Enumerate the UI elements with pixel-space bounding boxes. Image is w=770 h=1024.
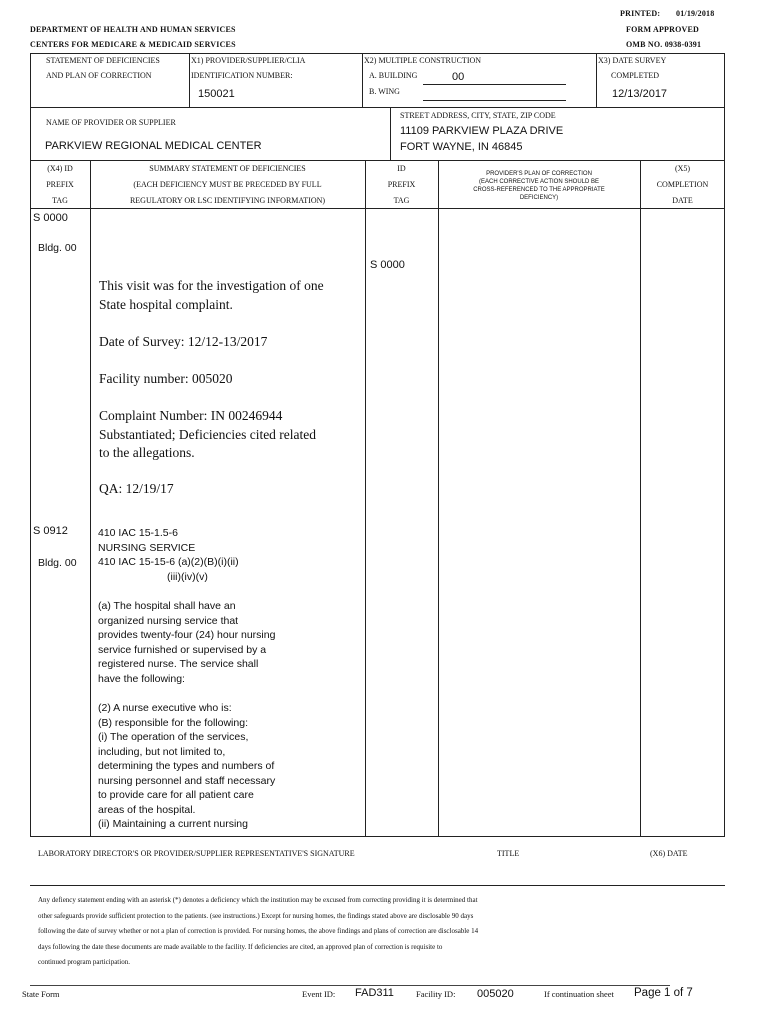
box2-divider [390,108,391,160]
plan-header-3: CROSS-REFERENCED TO THE APPROPRIATE [473,187,605,193]
x4-header-1: (X4) ID [47,164,73,173]
address-line-2: FORT WAYNE, IN 46845 [400,141,523,153]
plan-header-2: (EACH CORRECTIVE ACTION SHOULD BE [478,179,600,185]
box2-right-border [724,108,725,160]
executive-text-line: (B) responsible for the following: [98,716,248,729]
statement-label-1: STATEMENT OF DEFICIENCIES [46,56,160,65]
bldg-label-1: Bldg. 00 [38,242,77,254]
executive-text-line: including, but not limited to, [98,745,226,758]
continuation-label: If continuation sheet [544,989,614,999]
wing-label: B. WING [369,87,400,96]
nursing-text-line: have the following: [98,672,185,685]
plan-header-1: PROVIDER'S PLAN OF CORRECTION [486,171,592,177]
col-line-tag [90,160,91,837]
column-header-bottom-border [30,208,725,209]
nursing-text-line: registered nurse. The service shall [98,658,259,670]
x5-header-3: DATE [672,196,693,205]
nursing-text-line: provides twenty-four (24) hour nursing [98,629,276,641]
executive-text-line: nursing personnel and staff necessary [98,774,276,787]
col-line-right [724,160,725,837]
form-approved: FORM APPROVED [626,25,700,34]
box2-left-border [30,108,31,160]
tag-s0912: S 0912 [33,525,68,537]
col-line-left [30,160,31,837]
box1-bottom-border [30,107,725,108]
col-line-summary [365,160,366,837]
page-number: Page 1 of 7 [634,987,693,999]
disclaimer-line: days following the date these documents are made available to the facility. If deficiencies are cited, an approved plan of correction is requisite to [38,943,443,951]
visit-text-2: State hospital complaint. [99,297,233,312]
address-line-1: 11109 PARKVIEW PLAZA DRIVE [400,125,564,137]
executive-text-line: (i) The operation of the services, [98,731,249,743]
signature-label: LABORATORY DIRECTOR'S OR PROVIDER/SUPPLIER REPRESENTATIVE'S SIGNATURE [38,849,355,858]
survey-date-value: 12/13/2017 [612,88,668,100]
tag-s0000-right: S 0000 [370,259,405,271]
allegations-text: to the allegations. [99,445,195,460]
x1-label-1: X1) PROVIDER/SUPPLIER/CLIA [191,56,306,65]
building-label: A. BUILDING [369,71,418,80]
nursing-text-line: service furnished or supervised by a [98,643,267,656]
building-underline [423,84,566,85]
x5-header-2: COMPLETION [656,180,709,189]
centers-title: CENTERS FOR MEDICARE & MEDICAID SERVICES [30,40,236,49]
department-title: DEPARTMENT OF HEALTH AND HUMAN SERVICES [30,25,236,34]
facility-id-value: 005020 [477,988,514,1000]
regulation-line-1: 410 IAC 15-1.5-6 [98,527,178,539]
x4-header-2: PREFIX [46,180,74,189]
box1-divider-3 [596,53,597,108]
x2-label: X2) MULTIPLE CONSTRUCTION [364,56,482,65]
box1-right-border [724,53,725,108]
printed-date: 01/19/2018 [676,9,715,18]
provider-id-value: 150021 [198,88,235,100]
col-line-plan [640,160,641,837]
survey-date-text: Date of Survey: 12/12-13/2017 [99,334,268,349]
x5-header-1: (X5) [674,164,691,173]
printed-label: PRINTED: [620,9,661,18]
provider-name-value: PARKVIEW REGIONAL MEDICAL CENTER [45,140,262,152]
x6-date-label: (X6) DATE [650,849,688,858]
regulation-line-4: (iii)(iv)(v) [167,571,208,583]
regulation-line-2: NURSING SERVICE [98,542,196,554]
executive-text-line: to provide care for all patient care [98,789,254,801]
x1-label-2: IDENTIFICATION NUMBER: [191,71,293,80]
id-header-1: ID [397,164,406,173]
body-bottom-border [30,836,725,837]
omb-number: OMB NO. 0938-0391 [626,40,702,49]
statement-label-2: AND PLAN OF CORRECTION [46,71,152,80]
signature-bottom-border [30,885,725,886]
qa-text: QA: 12/19/17 [99,481,174,496]
executive-text-line: determining the types and numbers of [98,760,275,772]
visit-text-1: This visit was for the investigation of one [99,278,324,293]
state-form-label: State Form [22,989,60,999]
x4-header-3: TAG [52,196,68,205]
disclaimer-line: following the date of survey whether or not a plan of correction is provided. For nursing homes, the above findings and plans of correction are disclosable 14 [38,927,479,935]
x3-label-2: COMPLETED [611,71,659,80]
id-header-3: TAG [393,196,410,205]
regulation-line-3: 410 IAC 15-15-6 (a)(2)(B)(i)(ii) [98,556,239,568]
summary-header-2: (EACH DEFICIENCY MUST BE PRECEDED BY FULL [133,180,322,189]
col-line-id [438,160,439,837]
plan-header-4: DEFICIENCY) [519,195,559,201]
executive-text-line: (2) A nurse executive who is: [98,702,232,714]
substantiated-text: Substantiated; Deficiencies cited related [99,427,317,442]
box1-divider-2 [362,53,363,108]
nursing-text-line: (a) The hospital shall have an [98,600,236,612]
title-label: TITLE [497,849,520,858]
event-id-label: Event ID: [302,989,336,999]
disclaimer-line: other safeguards provide sufficient protection to the patients. (see instructions.) Except for nursing homes, the findings stated above are disclosable 90 days [38,912,474,920]
summary-header-3: REGULATORY OR LSC IDENTIFYING INFORMATION) [129,196,326,205]
box1-top-border [30,53,725,54]
provider-name-label: NAME OF PROVIDER OR SUPPLIER [46,118,176,127]
id-header-2: PREFIX [387,180,416,189]
bldg-label-2: Bldg. 00 [38,557,77,569]
column-header-top-border [30,160,725,161]
x3-label-1: X3) DATE SURVEY [598,56,667,65]
tag-s0000: S 0000 [33,212,68,224]
complaint-number-text: Complaint Number: IN 00246944 [99,408,283,423]
disclaimer-line: continued program participation. [38,958,130,966]
summary-header-1: SUMMARY STATEMENT OF DEFICIENCIES [149,164,306,173]
executive-text-line: (ii) Maintaining a current nursing [98,818,248,830]
event-id-value: FAD311 [355,987,394,999]
box1-divider-1 [189,53,190,108]
disclaimer-line: Any defiency statement ending with an asterisk (*) denotes a deficiency which the institution may be excused from correcting providing it is determined that [38,896,478,904]
executive-text-line: areas of the hospital. [98,803,196,816]
building-value: 00 [452,71,465,83]
wing-underline [423,100,566,101]
footer-rule [30,985,670,986]
facility-number-text: Facility number: 005020 [99,371,233,386]
address-label: STREET ADDRESS, CITY, STATE, ZIP CODE [400,111,556,120]
nursing-text-line: organized nursing service that [98,614,239,627]
facility-id-label: Facility ID: [416,989,456,999]
box1-left-border [30,53,31,108]
